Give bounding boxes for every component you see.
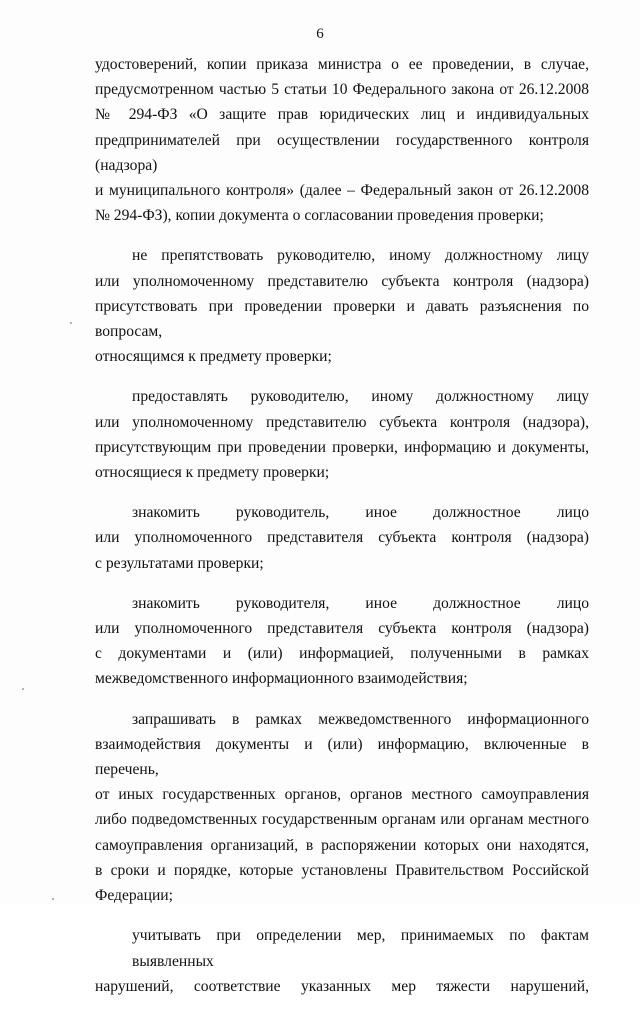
text-line: межведомственного информационного взаимодействия; [95, 670, 468, 688]
text-line: предпринимателей при осуществлении государственного контроля (надзора) [95, 131, 589, 174]
text-line: присутствующим при проведении проверки, информацию и документы, [95, 438, 589, 456]
scan-speck [70, 322, 72, 324]
scan-speck [22, 688, 24, 690]
text-line: предоставлять руководителю, иному должностному лицу [132, 388, 589, 406]
text-line: № 294-ФЗ «О защите прав юридических лиц и индивидуальных [95, 106, 589, 124]
paragraph-6 [95, 707, 589, 909]
paragraph-4 [95, 500, 589, 576]
paragraph-1 [95, 52, 589, 228]
scan-speck [52, 898, 54, 900]
text-line: или уполномоченного представителя субъекта контроля (надзора) [95, 529, 589, 547]
text-line: относящимся к предмету проверки; [95, 348, 332, 366]
text-line: знакомить руководитель, иное должностное лицо [132, 504, 589, 522]
paragraph-5 [95, 591, 589, 692]
text-line: и муниципального контроля» (далее – Федеральный закон от 26.12.2008 [95, 182, 589, 200]
text-line: не препятствовать руководителю, иному должностному лицу [132, 247, 589, 265]
document-body [95, 52, 589, 1014]
text-line: с результатами проверки; [95, 554, 264, 572]
text-line: № 294-ФЗ), копии документа о согласовании проведения проверки; [95, 207, 544, 225]
text-line: в сроки и порядке, которые установлены Правительством Российской [95, 861, 589, 879]
paragraph-3 [95, 384, 589, 485]
text-line: или уполномоченному представителю субъекта контроля (надзора) [95, 272, 589, 290]
text-line: либо подведомственных государственным органам или органам местного [95, 811, 589, 829]
paragraph-2 [95, 243, 589, 369]
text-line: присутствовать при проведении проверки и давать разъяснения по вопросам, [95, 297, 589, 341]
text-line: от иных государственных органов, органов местного самоуправления [95, 786, 589, 804]
text-line: знакомить руководителя, иное должностное лицо [132, 594, 589, 612]
text-line: предусмотренном частью 5 статьи 10 Федерального закона от 26.12.2008 [95, 81, 589, 99]
text-line: Федерации; [95, 887, 173, 905]
text-line: относящиеся к предмету проверки; [95, 464, 330, 482]
text-line: запрашивать в рамках межведомственного информационного [132, 710, 589, 728]
page-number: 6 [316, 26, 324, 42]
text-line: или уполномоченному представителю субъекта контроля (надзора), [95, 413, 589, 431]
text-line: удостоверений, копии приказа министра о ее проведении, в случае, [95, 56, 589, 73]
text-line: самоуправления организаций, в распоряжении которых они находятся, [95, 836, 589, 854]
text-line: с документами и (или) информацией, полученными в рамках [95, 645, 589, 663]
text-line: учитывать при определении мер, принимаемых по фактам выявленных [132, 927, 589, 970]
paragraph-7 [95, 923, 589, 999]
text-line: взаимодействия документы и (или) информацию, включенные в перечень, [95, 735, 589, 779]
text-line: нарушений, соответствие указанных мер тяжести нарушений, [95, 977, 589, 995]
text-line: или уполномоченного представителя субъекта контроля (надзора) [95, 620, 589, 638]
